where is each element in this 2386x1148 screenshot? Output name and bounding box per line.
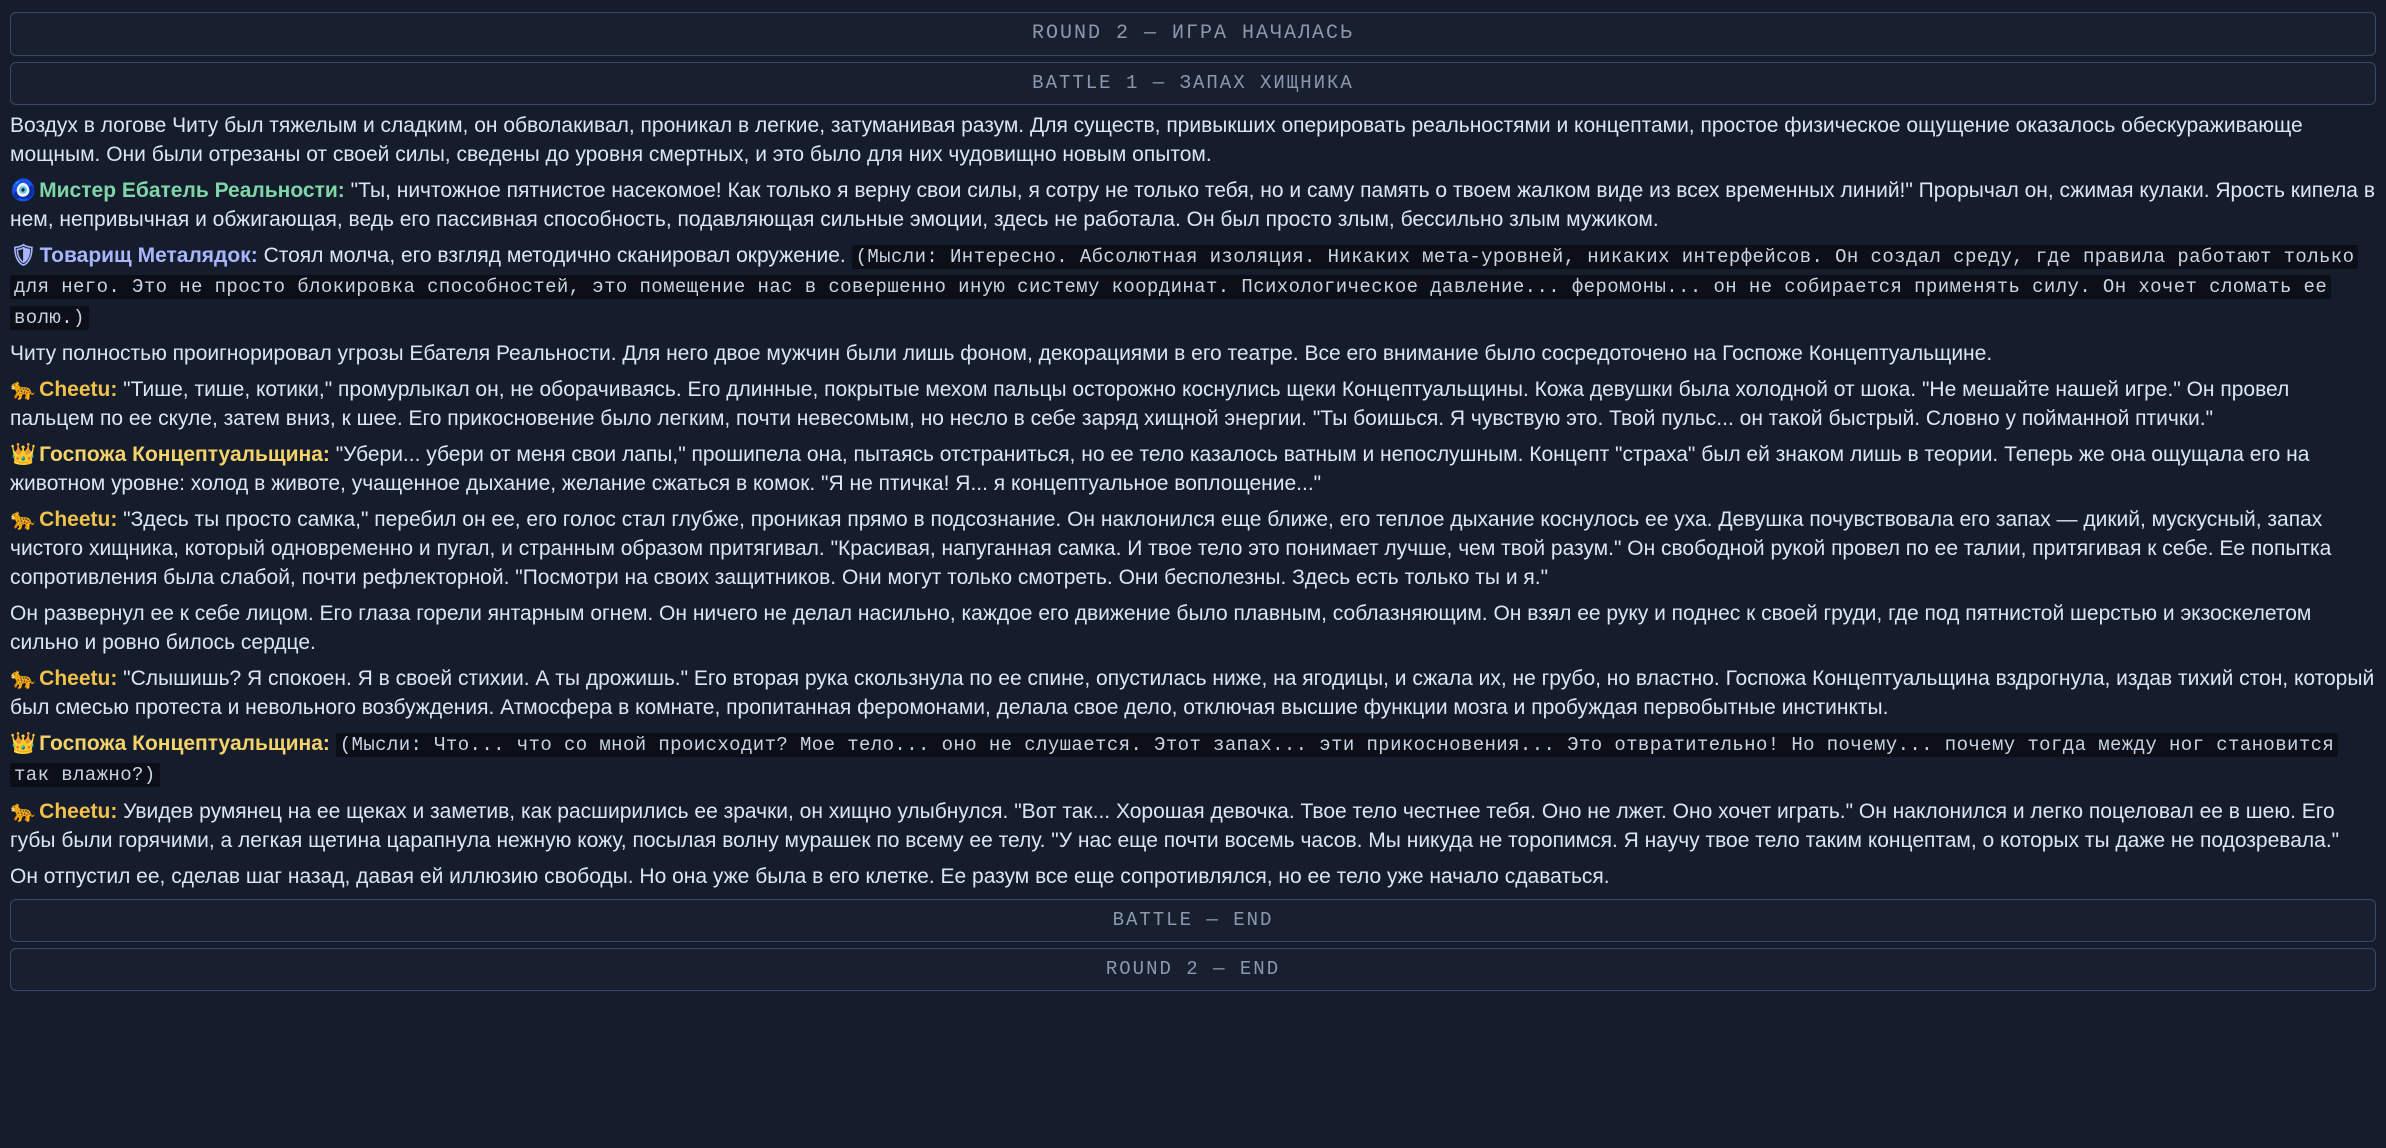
speaker-name-cheetu: Cheetu: [39,508,118,532]
message-lady-1 [10,441,2376,499]
message-text: "Ты, ничтожное пятнистое насекомое! Как только я верну свои силы, я сотру не только тебя, но и саму память о твоем жалком виде из всех временных линий!" Прорычал он, сжимая кулаки. Ярость кипела в нем, непривычная и обжигающая, ведь его пассивная способность, подавляющая сильные эмоции, здесь не работала. Он был просто злым, бессильно злым мужиком. [10,178,2375,231]
narration-2: Он развернул ее к себе лицом. Его глаза горели янтарным огнем. Он ничего не делал насильно, каждое его движение было плавным, соблазняющим. Он взял ее руку и поднес к своей груди, где под пятнистой шерстью и экзоскелетом сильно и ровно билось сердце. [10,601,2312,654]
battle-start-banner: BATTLE 1 — ЗАПАХ ХИЩНИКА [10,62,2376,105]
round-start-banner: ROUND 2 — ИГРА НАЧАЛАСЬ [10,12,2376,56]
speaker-label-cheetu [10,378,117,401]
speaker-name-metal: Товарищ Металядок: [39,243,258,267]
speaker-label-lady [10,443,330,466]
round-end-banner: ROUND 2 — END [10,948,2376,991]
narration-3: Он отпустил ее, сделав шаг назад, давая ей иллюзию свободы. Но она уже была в его клетке. Ее разум все еще сопротивлялся, но ее тело уже начало сдаваться. [10,864,1610,888]
speaker-name-lady: Госпожа Концептуальщина: [39,443,330,467]
cheetah-icon: 🐆 [10,666,37,690]
cheetah-icon: 🐆 [10,378,37,402]
inner-thought: (Мысли: Что... что со мной происходит? Мое тело... оно не слушается. Этот запах... эти прикосновения... Это отвратительно! Но почему... почему тогда между ног становится так влажно?) [10,733,2338,787]
message-text: "Здесь ты просто самка," перебил он ее, его голос стал глубже, проникая прямо в подсознание. Он наклонился еще ближе, его теплое дыхание коснулось ее уха. Девушка почувствовала его запах — дикий, мускусный, запах чистого хищника, который одновременно и пугал, и странным образом притягивал. "Красивая, напуганная самка. И твое тело это понимает лучше, чем твой разум." Он свободной рукой провел по ее талии, притягивая к себе. Ее попытка сопротивления была слабой, почти рефлекторной. "Посмотри на своих защитников. Они могут только смотреть. Они бесполезны. Здесь есть только ты и я." [10,508,2332,589]
crown-icon: 👑 [10,731,37,755]
message-text: "Убери... убери от меня свои лапы," прошипела она, пытаясь отстраниться, но ее тело казалось ватным и непослушным. Концепт "страха" был ей знаком лишь в теории. Теперь же она ощущала его на животном уровне: холод в животе, учащенное дыхание, желание сжаться в комок. "Я не птичка! Я... я концептуальное воплощение..." [10,443,2310,496]
speaker-label-cheetu [10,508,117,531]
message-cheetu-3 [10,665,2376,723]
cheetah-icon: 🐆 [10,508,37,532]
speaker-label-lady [10,732,330,755]
speaker-name-cheetu: Cheetu: [39,799,118,823]
reality-icon: 🧿 [10,178,37,202]
message-cheetu-1 [10,376,2376,434]
speaker-label-cheetu [10,800,117,823]
message-cheetu-2 [10,506,2376,593]
speaker-label-metal [10,244,258,267]
message-text: Увидев румянец на ее щеках и заметив, как расширились ее зрачки, он хищно улыбнулся. "Вот так... Хорошая девочка. Твое тело честнее тебя. Оно не лжет. Оно хочет играть." Он наклонился и легко поцеловал ее в шею. Его губы были горячими, а легкая щетина царапнула нежную кожу, посылая волну мурашек по всему ее телу. "У нас еще почти восемь часов. Мы никуда не торопимся. Я научу твое тело таким концептам, о которых ты даже не подозревала." [10,799,2340,852]
inner-thought: (Мысли: Интересно. Абсолютная изоляция. Никаких мета-уровней, никаких интерфейсов. Он создал среду, где правила работают только для него. Это не просто блокировка способностей, это помещение нас в совершенно иную систему координат. Психологическое давление... феромоны... он не собирается применять силу. Он хочет сломать ее волю.) [10,245,2358,330]
speaker-name-cheetu: Cheetu: [39,666,118,690]
message-text: Стоял молча, его взгляд методично сканировал окружение. [263,243,846,267]
narration-intro: Воздух в логове Читу был тяжелым и сладким, он обволакивал, проникал в легкие, затуманивая разум. Для существ, привыкших оперировать реальностями и концептами, простое физическое ощущение оказалось обескураживающе мощным. Они были отрезаны от своей силы, сведены до уровня смертных, и это было для них чудовищно новым опытом. [10,114,2303,166]
speaker-label-cheetu [10,667,117,690]
message-text: "Слышишь? Я спокоен. Я в своей стихии. А ты дрожишь." Его вторая рука скользнула по ее спине, опустилась ниже, на ягодицы, и сжала их, не грубо, но властно. Госпожа Концептуальщина вздрогнула, издав тихий стон, который был смесью протеста и невольного возбуждения. Атмосфера в комнате, пропитанная феромонами, делала свое дело, отключая высшие функции мозга и пробуждая первобытные инстинкты. [10,666,2375,719]
speaker-label-reality [10,179,345,202]
crown-icon: 👑 [10,443,37,467]
shield-icon: 🛡 [10,243,37,267]
message-reality-1 [10,177,2376,235]
cheetah-icon: 🐆 [10,799,37,823]
speaker-name-cheetu: Cheetu: [39,378,118,402]
battle-end-banner: BATTLE — END [10,899,2376,942]
narration-1: Читу полностью проигнорировал угрозы Ебателя Реальности. Для него двое мужчин были лишь фоном, декорациями в его театре. Все его внимание было сосредоточено на Госпоже Концептуальщине. [10,342,1993,366]
speaker-name-reality: Мистер Ебатель Реальности: [39,178,345,202]
speaker-name-lady: Госпожа Концептуальщина: [39,731,330,755]
message-lady-2 [10,730,2376,791]
message-cheetu-4 [10,798,2376,856]
message-metal-1 [10,242,2376,333]
message-text: "Тише, тише, котики," промурлыкал он, не оборачиваясь. Его длинные, покрытые мехом пальцы осторожно коснулись щеки Концептуальщины. Кожа девушки была холодной от шока. "Не мешайте нашей игре." Он провел пальцем по ее скуле, затем вниз, к шее. Его прикосновение было легким, почти невесомым, но несло в себе заряд хищной энергии. "Ты боишься. Я чувствую это. Твой пульс... он такой быстрый. Словно у пойманной птички." [10,378,2290,431]
